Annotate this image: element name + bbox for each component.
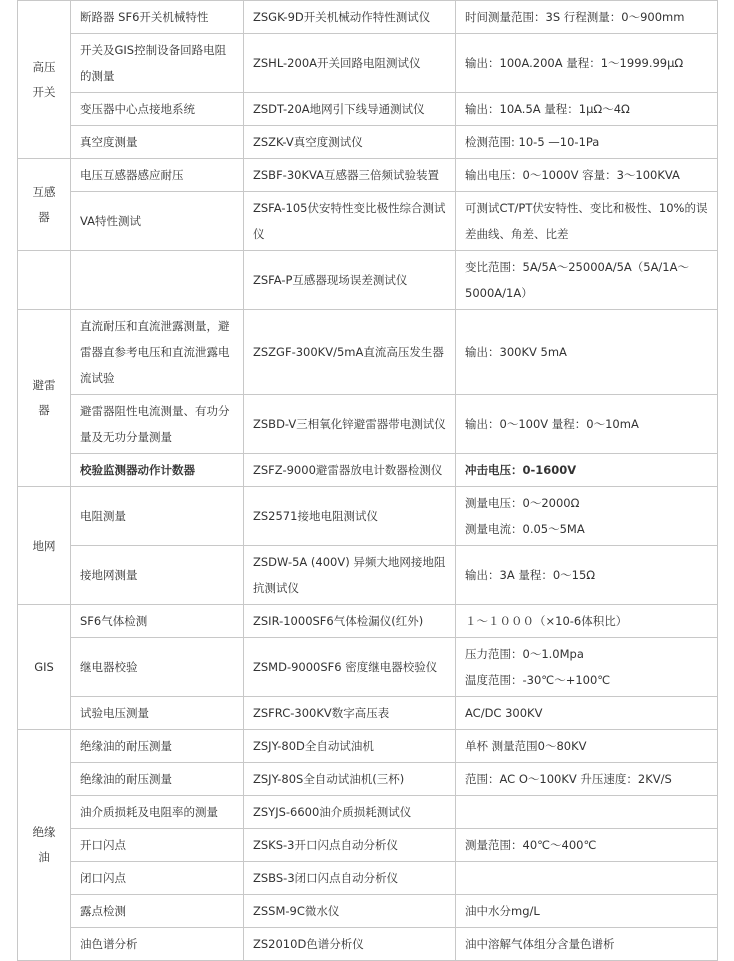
test-item-cell: SF6气体检测	[71, 605, 244, 638]
table-row	[18, 638, 718, 697]
table-row	[18, 697, 718, 730]
test-item-cell: 开口闪点	[71, 829, 244, 862]
instrument-cell: ZSBF-30KVA互感器三倍频试验装置	[244, 159, 456, 192]
test-item-cell: 电阻测量	[71, 487, 244, 546]
test-item-cell: 真空度测量	[71, 126, 244, 159]
table-row	[18, 34, 718, 93]
spec-line: 温度范围：-30℃～+100℃	[465, 673, 611, 687]
table-row	[18, 895, 718, 928]
instrument-cell: ZSBD-V三相氧化锌避雷器带电测试仪	[244, 395, 456, 454]
category-cell: 避雷器	[18, 310, 71, 487]
spec-cell: 冲击电压：0-1600V	[456, 454, 718, 487]
category-cell: 高压开关	[18, 1, 71, 159]
test-item-cell: 继电器校验	[71, 638, 244, 697]
instrument-cell: ZSZGF-300KV/5mA直流高压发生器	[244, 310, 456, 395]
test-item-cell: VA特性测试	[71, 192, 244, 251]
spec-cell: 测量范围：40℃～400℃	[456, 829, 718, 862]
spec-cell: 变比范围：5A/5A～25000A/5A（5A/1A～5000A/1A）	[456, 251, 718, 310]
spec-cell	[456, 638, 718, 697]
instrument-cell: ZSFZ-9000避雷器放电计数器检测仪	[244, 454, 456, 487]
spec-line: 压力范围：0～1.0Mpa	[465, 647, 584, 661]
instrument-cell: ZS2571接地电阻测试仪	[244, 487, 456, 546]
instrument-cell: ZSIR-1000SF6气体检漏仪(红外)	[244, 605, 456, 638]
table-row	[18, 763, 718, 796]
table-row	[18, 730, 718, 763]
spec-cell: 单杯 测量范围0～80KV	[456, 730, 718, 763]
test-item-cell: 油色谱分析	[71, 928, 244, 961]
instrument-cell: ZSFA-105伏安特性变比极性综合测试仪	[244, 192, 456, 251]
table-row	[18, 454, 718, 487]
test-item-cell: 油介质损耗及电阻率的测量	[71, 796, 244, 829]
spec-line: 测量电压：0～2000Ω	[465, 496, 580, 510]
table-row	[18, 605, 718, 638]
spec-cell: １～１０００（×10-6体积比）	[456, 605, 718, 638]
test-item-cell: 变压器中心点接地系统	[71, 93, 244, 126]
instrument-cell: ZSFRC-300KV数字高压表	[244, 697, 456, 730]
table-row	[18, 395, 718, 454]
spec-cell	[456, 487, 718, 546]
category-cell: 互感器	[18, 159, 71, 251]
category-cell: 地网	[18, 487, 71, 605]
table-row	[18, 546, 718, 605]
spec-cell: 时间测量范围：3S 行程测量：0～900mm	[456, 1, 718, 34]
instrument-cell: ZSDW-5A (400V) 异频大地网接地阻抗测试仪	[244, 546, 456, 605]
test-item-cell: 绝缘油的耐压测量	[71, 730, 244, 763]
instrument-cell: ZSBS-3闭口闪点自动分析仪	[244, 862, 456, 895]
test-item-cell: 露点检测	[71, 895, 244, 928]
equipment-spec-table	[17, 0, 718, 961]
table-row	[18, 126, 718, 159]
table-row	[18, 928, 718, 961]
instrument-cell: ZSKS-3开口闪点自动分析仪	[244, 829, 456, 862]
spec-cell: 范围：AC O～100KV 升压速度：2KV/S	[456, 763, 718, 796]
category-cell: 绝缘油	[18, 730, 71, 961]
instrument-cell: ZSMD-9000SF6 密度继电器校验仪	[244, 638, 456, 697]
test-item-cell: 接地网测量	[71, 546, 244, 605]
instrument-cell: ZSHL-200A开关回路电阻测试仪	[244, 34, 456, 93]
spec-cell: 输出：3A 量程：0～15Ω	[456, 546, 718, 605]
test-item-cell: 校验监测器动作计数器	[71, 454, 244, 487]
test-item-cell: 电压互感器感应耐压	[71, 159, 244, 192]
category-cell-empty	[18, 251, 71, 310]
spec-cell: AC/DC 300KV	[456, 697, 718, 730]
spec-cell: 可测试CT/PT伏安特性、变比和极性、10%的误差曲线、角差、比差	[456, 192, 718, 251]
test-item-cell: 开关及GIS控制设备回路电阻的测量	[71, 34, 244, 93]
table-row	[18, 159, 718, 192]
table-row	[18, 310, 718, 395]
instrument-cell: ZSSM-9C微水仪	[244, 895, 456, 928]
instrument-cell: ZSYJS-6600油介质损耗测试仪	[244, 796, 456, 829]
spec-cell: 油中溶解气体组分含量色谱析	[456, 928, 718, 961]
instrument-cell: ZSDT-20A地网引下线导通测试仪	[244, 93, 456, 126]
instrument-cell: ZSJY-80S全自动试油机(三杯)	[244, 763, 456, 796]
test-item-cell: 试验电压测量	[71, 697, 244, 730]
table-row	[18, 829, 718, 862]
instrument-cell: ZSJY-80D全自动试油机	[244, 730, 456, 763]
spec-cell: 检测范围: 10-5 —10-1Pa	[456, 126, 718, 159]
instrument-cell: ZSGK-9D开关机械动作特性测试仪	[244, 1, 456, 34]
test-item-cell: 闭口闪点	[71, 862, 244, 895]
spec-cell: 输出：0～100V 量程：0～10mA	[456, 395, 718, 454]
test-item-cell: 断路器 SF6开关机械特性	[71, 1, 244, 34]
spec-cell: 输出：300KV 5mA	[456, 310, 718, 395]
spec-cell	[456, 862, 718, 895]
table-row	[18, 862, 718, 895]
table-row	[18, 796, 718, 829]
table-row	[18, 1, 718, 34]
instrument-cell: ZSZK-V真空度测试仪	[244, 126, 456, 159]
test-item-cell: 绝缘油的耐压测量	[71, 763, 244, 796]
table-row	[18, 93, 718, 126]
spec-cell: 输出：10A.5A 量程：1μΩ～4Ω	[456, 93, 718, 126]
test-item-cell	[71, 251, 244, 310]
spec-cell: 输出电压：0～1000V 容量：3～100KVA	[456, 159, 718, 192]
instrument-cell: ZS2010D色谱分析仪	[244, 928, 456, 961]
table-row	[18, 487, 718, 546]
spec-line: 测量电流：0.05～5MA	[465, 522, 585, 536]
instrument-cell: ZSFA-P互感器现场误差测试仪	[244, 251, 456, 310]
table-row	[18, 251, 718, 310]
spec-cell	[456, 796, 718, 829]
spec-cell: 输出：100A.200A 量程：1～1999.99μΩ	[456, 34, 718, 93]
test-item-cell: 直流耐压和直流泄露测量，避雷器直参考电压和直流泄露电流试验	[71, 310, 244, 395]
table-row	[18, 192, 718, 251]
category-cell: GIS	[18, 605, 71, 730]
test-item-cell: 避雷器阻性电流测量、有功分量及无功分量测量	[71, 395, 244, 454]
spec-cell: 油中水分mg/L	[456, 895, 718, 928]
